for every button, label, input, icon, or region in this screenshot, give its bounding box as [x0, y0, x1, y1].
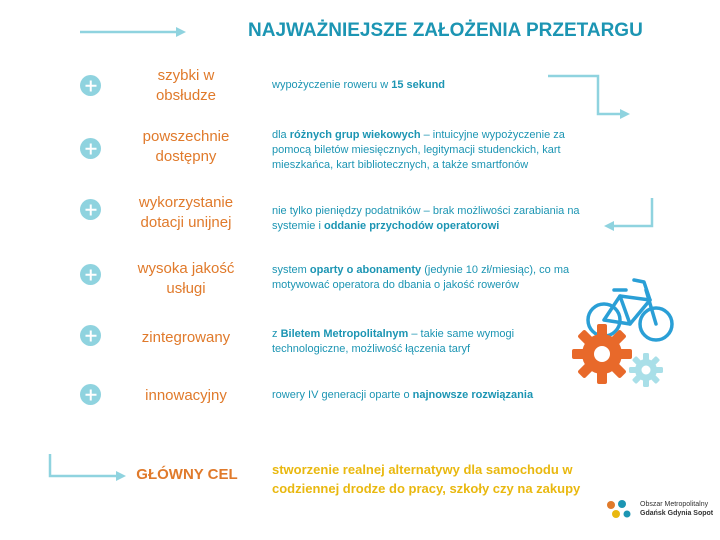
goal-text: stworzenie realnej alternatywy dla samochodu w codziennej drodze do pracy, szkoły czy na zakupy	[272, 462, 581, 496]
desc-bold: najnowsze rozwiązania	[412, 389, 534, 401]
desc-text: dla	[272, 129, 290, 141]
plus-icon	[80, 138, 101, 159]
desc-bold: różnych grup wiekowych	[289, 129, 421, 141]
gear-icon	[570, 322, 634, 386]
feature-label-line: dostępny	[155, 148, 217, 165]
feature-label-line: wysoka jakość	[137, 260, 235, 277]
feature-label-line: zintegrowany	[141, 329, 231, 346]
feature-label	[112, 193, 260, 233]
feature-label	[112, 386, 260, 406]
desc-bold: oddanie przychodów operatorowi	[323, 220, 500, 232]
feature-label-line: dotacji unijnej	[140, 214, 232, 231]
feature-description	[272, 128, 602, 173]
desc-text: wypożyczenie roweru w	[272, 79, 392, 91]
page-title: NAJWAŻNIEJSZE ZAŁOŻENIA PRZETARGU	[248, 20, 643, 41]
feature-label-line: innowacyjny	[145, 387, 227, 404]
feature-label	[112, 127, 260, 167]
feature-label	[112, 328, 260, 348]
metropolitan-logo-text	[640, 500, 713, 518]
feature-description	[272, 204, 602, 234]
feature-label-line: usługi	[166, 280, 206, 297]
goal-label: GŁÓWNY CEL	[136, 466, 238, 483]
gear-icon	[628, 352, 664, 388]
feature-label-line: obsłudze	[155, 87, 217, 104]
desc-text: z	[272, 328, 281, 340]
desc-bold: 15 sekund	[391, 79, 446, 91]
plus-icon	[80, 75, 101, 96]
plus-icon	[80, 264, 101, 285]
feature-description	[272, 327, 552, 357]
logo-line: Gdańsk Gdynia Sopot	[640, 510, 714, 517]
feature-label	[112, 259, 260, 299]
desc-bold: oparty o abonamenty	[309, 264, 422, 276]
feature-label-line: szybki w	[157, 67, 215, 84]
desc-text: system	[272, 264, 310, 276]
feature-description	[272, 78, 602, 93]
arrow-goal-elbow	[44, 452, 134, 486]
plus-icon	[80, 384, 101, 405]
feature-label-line: wykorzystanie	[138, 194, 234, 211]
desc-text: nie tylko pieniędzy podatników – brak możliwości zarabiania na systemie i	[272, 205, 580, 232]
feature-description	[272, 388, 602, 403]
arrow-top-left	[78, 26, 188, 38]
metropolitan-logo-icon	[604, 499, 634, 521]
arrow-left-elbow	[600, 196, 660, 236]
desc-text: – intuicyjne wypożyczenie za pomocą biletów miesięcznych, legitymacji studenckich, kart mieszkańca, kart bibliotecznych, a także smartfonów	[272, 129, 565, 171]
desc-text: (jedynie 10 zł/miesiąc), co ma motywować operatora do dbania o jakość rowerów	[272, 264, 570, 291]
feature-label-line: powszechnie	[142, 128, 230, 145]
desc-bold: Biletem Metropolitalnym	[280, 328, 409, 340]
logo-line: Obszar Metropolitalny	[640, 501, 709, 508]
plus-icon	[80, 199, 101, 220]
plus-icon	[80, 325, 101, 346]
desc-text: rowery IV generacji oparte o	[272, 389, 413, 401]
feature-label	[112, 66, 260, 106]
desc-text: – takie same wymogi technologiczne, możliwość łączenia taryf	[272, 328, 515, 355]
feature-description	[272, 263, 572, 293]
